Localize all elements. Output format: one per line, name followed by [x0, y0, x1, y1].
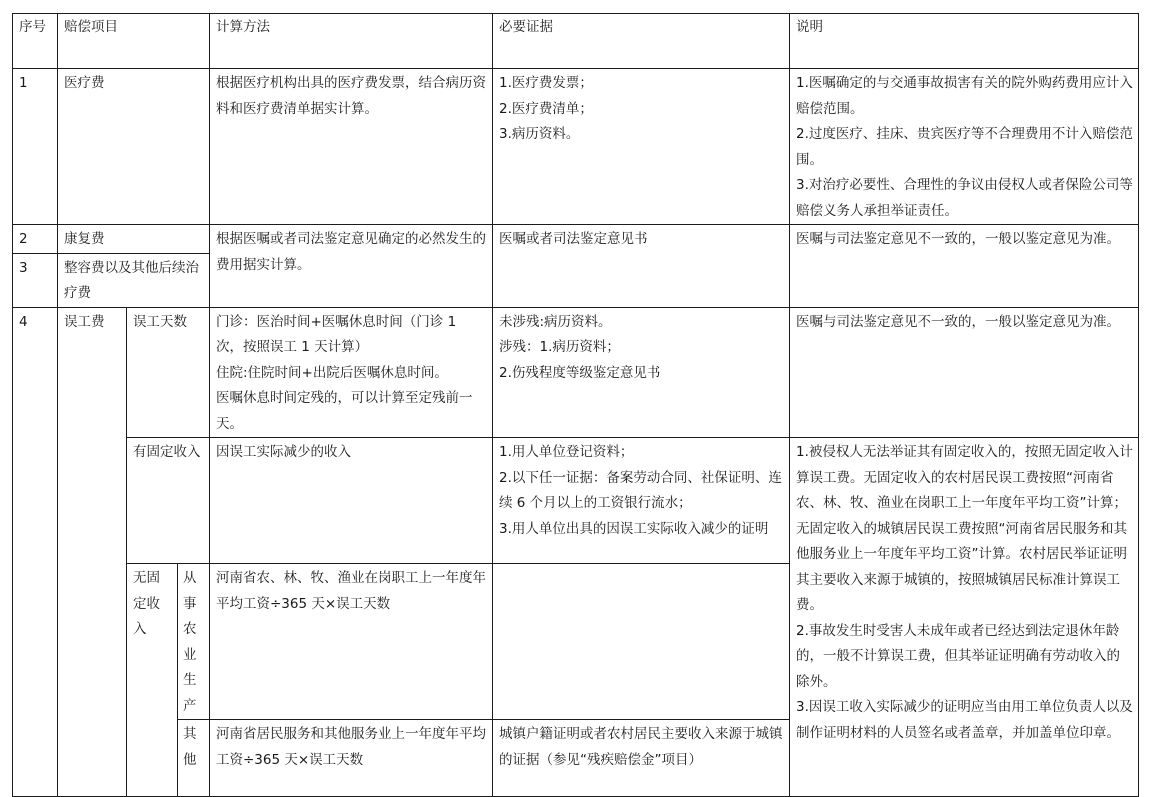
- header-evidence: 必要证据: [493, 14, 790, 69]
- table-row: [13, 225, 1139, 254]
- sub-sub-item-agri: 从事农业生产: [178, 564, 210, 720]
- note-line: 2.过度医疗、挂床、贵宾医疗等不合理费用不计入赔偿范围。: [796, 126, 1133, 168]
- row-item: 康复费: [58, 225, 210, 254]
- sub-item-nofixed: 无固定收入: [127, 564, 178, 797]
- row-evidence: 医嘱或者司法鉴定意见书: [493, 225, 790, 308]
- row-evidence: [493, 564, 790, 720]
- header-note: 说明: [790, 14, 1139, 69]
- row-evidence: 城镇户籍证明或者农村居民主要收入来源于城镇的证据（参见“残疾赔偿金”项目）: [493, 720, 790, 797]
- row-no: 2: [13, 225, 58, 254]
- header-seq: 序号: [13, 14, 58, 69]
- note-line: 1.医嘱确定的与交通事故损害有关的院外购药费用应计入赔偿范围。: [796, 75, 1133, 117]
- row-method: 因误工实际减少的收入: [210, 438, 493, 564]
- method-line: 住院:住院时间+出院后医嘱休息时间。: [216, 364, 448, 381]
- row-note: [790, 438, 1139, 797]
- compensation-table: [12, 13, 1139, 797]
- header-item: 赔偿项目: [58, 14, 210, 69]
- evidence-line: 涉残：1.病历资料；: [499, 339, 620, 355]
- row-method: 河南省农、林、牧、渔业在岗职工上一年度年平均工资÷365 天×误工天数: [210, 564, 493, 720]
- row-item: 医疗费: [58, 69, 210, 225]
- evidence-line: 1.用人单位登记资料；: [499, 444, 634, 460]
- row-note: 医嘱与司法鉴定意见不一致的，一般以鉴定意见为准。: [790, 307, 1139, 438]
- table-row: [13, 69, 1139, 225]
- row-evidence: [493, 69, 790, 225]
- evidence-line: 1.医疗费发票；: [499, 75, 593, 91]
- sub-item-days: 误工天数: [127, 307, 210, 438]
- row-method: [210, 307, 493, 438]
- note-line: 2.事故发生时受害人未成年或者已经达到法定退休年龄的，一般不计算误工费，但其举证证明确有劳动收入的除外。: [796, 622, 1120, 690]
- row-note: 医嘱与司法鉴定意见不一致的，一般以鉴定意见为准。: [790, 225, 1139, 308]
- row-method: 根据医嘱或者司法鉴定意见确定的必然发生的费用据实计算。: [210, 225, 493, 308]
- note-line: 3.因误工收入实际减少的证明应当由用工单位负责人以及制作证明材料的人员签名或者盖章，并加盖单位印章。: [796, 699, 1133, 741]
- row-item: 整容费以及其他后续治疗费: [58, 253, 210, 307]
- evidence-line: 2.医疗费清单；: [499, 100, 593, 117]
- row-method: 河南省居民服务和其他服务业上一年度年平均工资÷365 天×误工天数: [210, 720, 493, 797]
- row-no: 3: [13, 253, 58, 307]
- row-method: 根据医疗机构出具的医疗费发票，结合病历资料和医疗费清单据实计算。: [210, 69, 493, 225]
- evidence-line: 2.以下任一证据：备案劳动合同、社保证明、连续 6 个月以上的工资银行流水；: [499, 469, 782, 511]
- sub-sub-item-other: 其他: [178, 720, 210, 797]
- header-method: 计算方法: [210, 14, 493, 69]
- row-evidence: [493, 438, 790, 564]
- row-note: [790, 69, 1139, 225]
- evidence-line: 2.伤残程度等级鉴定意见书: [499, 364, 661, 381]
- method-line: 门诊：医治时间+医嘱休息时间（门诊 1 次，按照误工 1 天计算）: [216, 313, 457, 355]
- row-no: 4: [13, 307, 58, 797]
- header-row: [13, 14, 1139, 69]
- note-line: 1.被侵权人无法举证其有固定收入的，按照无固定收入计算误工费。无固定收入的农村居民误工费按照“河南省农、林、牧、渔业在岗职工上一年度年平均工资”计算；无固定收入的城镇居民误工费按照“河南省居民服务和其他服务业上一年度年平均工资”计算。农村居民举证证明其主要收入来源于城镇的，按照城镇居民标准计算误工费。: [796, 444, 1133, 613]
- row-item: 误工费: [58, 307, 127, 797]
- evidence-line: 未涉残:病历资料。: [499, 313, 612, 330]
- table-row: [13, 307, 1139, 438]
- method-line: 医嘱休息时间定残的，可以计算至定残前一天。: [216, 390, 473, 432]
- row-no: 1: [13, 69, 58, 225]
- sub-item-fixed: 有固定收入: [127, 438, 210, 564]
- table-row: [13, 438, 1139, 564]
- evidence-line: 3.用人单位出具的因误工实际收入减少的证明: [499, 520, 769, 537]
- evidence-line: 3.病历资料。: [499, 126, 580, 142]
- note-line: 3.对治疗必要性、合理性的争议由侵权人或者保险公司等赔偿义务人承担举证责任。: [796, 177, 1133, 219]
- row-evidence: [493, 307, 790, 438]
